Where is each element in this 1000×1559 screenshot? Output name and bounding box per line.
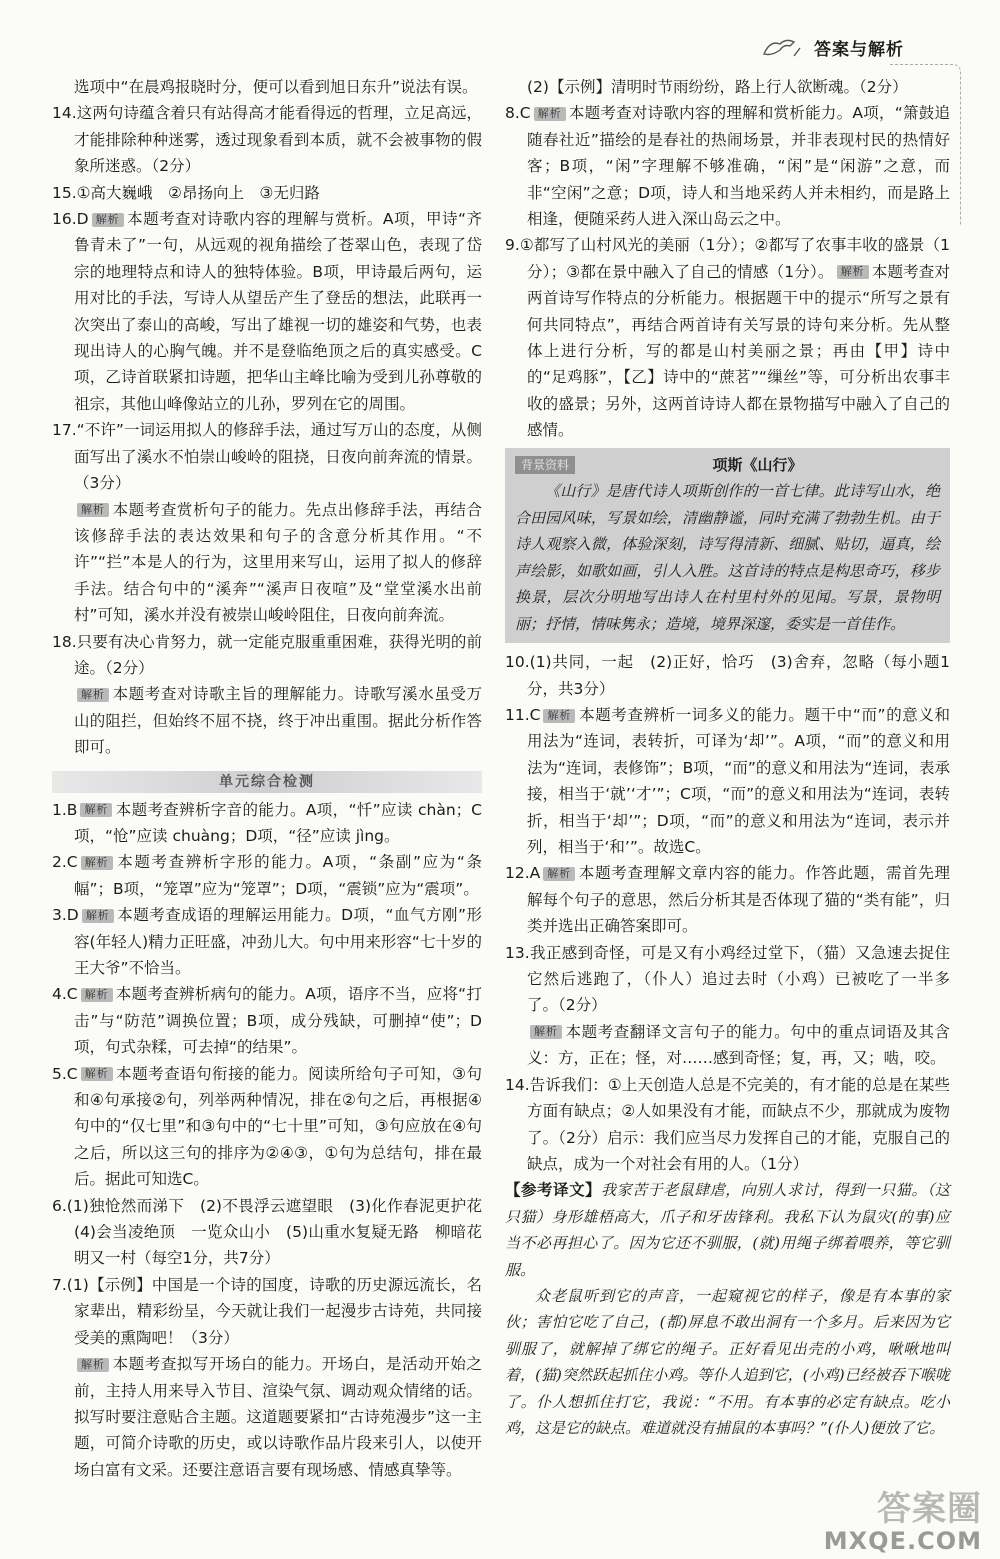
- right-column: [505, 74, 950, 1441]
- bird-ornament-icon: [760, 34, 804, 60]
- answer-11: [505, 702, 950, 860]
- answer-8: [505, 100, 950, 232]
- answer-16: [52, 206, 482, 417]
- answer-17: 17.“不许”一词运用拟人的修辞手法，通过写万山的态度，从侧面写出了溪水不怕崇山峻岭的阻挠，日夜向前奔流的情景。（3分）: [52, 421, 482, 493]
- analysis-text: 本题考查理解文章内容的能力。作答此题，需首先理解每个句子的意思，然后分析其是否体现了猫的“类有能”，归类并选出正确答案即可。: [527, 864, 950, 936]
- analysis-text: 本题考查对诗歌主旨的理解能力。诗歌写溪水虽受万山的阻拦，但始终不屈不挠，终于冲出重围。据此分析作答即可。: [74, 685, 482, 757]
- analysis-text: 本题考查语句衔接的能力。阅读所给句子可知，③句和④句承接②句，列举两种情况，排在②句之后，再根据④句中的“仅七里”和③句中的“七十里”可知，③句应放在④句之后，所以这三句的排序为②④③，①句为总结句，排在最后。据此可知选C。: [74, 1064, 482, 1189]
- unit-answer-5: [52, 1061, 482, 1193]
- analysis-tag: 解析: [543, 709, 575, 723]
- analysis-text: 本题考查翻译文言句子的能力。句中的重点词语及其含义：方，正在；怪，对……感到奇怪；复，再，又；啮，咬。: [527, 1022, 950, 1068]
- analysis-text: 本题考查对诗歌内容的理解与赏析。A项，甲诗“齐鲁青未了”一句，从远观的视角描绘了苍翠山色，表现了岱宗的地理特点和诗人的独特体验。B项，甲诗最后两句，运用对比的手法，写诗人从望岳产生了登岳的想法，此联再一次突出了泰山的高峻，写出了雄视一切的雄姿和气势，也表现出诗人的心胸气魄。并不是登临绝顶之后的真实感受。C项，乙诗首联紧扣诗题，把华山主峰比喻为受到儿孙尊敬的祖宗，其他山峰像站立的儿孙，罗列在它的周围。: [74, 210, 482, 413]
- page-header: [760, 30, 975, 64]
- analysis-tag: 解析: [92, 213, 124, 227]
- answer-18-analysis: [52, 681, 482, 760]
- unit-answer-7-analysis: [52, 1351, 482, 1483]
- unit-answer-4: [52, 981, 482, 1060]
- analysis-tag: 解析: [530, 1025, 562, 1039]
- answer-key: 4.C: [52, 985, 78, 1004]
- unit-answer-1: [52, 797, 482, 850]
- answer-12: [505, 860, 950, 939]
- analysis-tag: 解析: [837, 265, 869, 279]
- text-line: 选项中“在晨鸡报晓时分，便可以看到旭日东升”说法有误。: [74, 78, 478, 96]
- answer-10: 10.(1)共同，一起 (2)正好，恰巧 (3)舍弃，忽略（每小题1分，共3分）: [505, 653, 950, 698]
- analysis-text: 本题考查辨析一词多义的能力。题干中“而”的意义和用法为“连词，表转折，可译为‘却’”。A项，“而”的意义和用法为“连词，表修饰”；B项，“而”的意义和用法为“连词，表承接，相当于‘就’‘才’”；C项，“而”的意义和用法为“连词，表转折，相当于‘却’”；D项，“而”的意义和用法为“连词，表示并列，相当于‘和’”。故选C。: [527, 706, 950, 857]
- answer-key: 8.C: [505, 104, 531, 123]
- header-title: 答案与解析: [814, 39, 904, 60]
- page-footer: [0, 1489, 1000, 1559]
- analysis-tag: 解析: [81, 1067, 113, 1081]
- analysis-tag: 解析: [77, 688, 109, 702]
- answer-key: 11.C: [505, 706, 541, 724]
- analysis-tag: 解析: [534, 107, 566, 121]
- answer-key: 16.D: [52, 210, 89, 229]
- analysis-text: 本题考查辨析字形的能力。A项，“条副”应为“条幅”；B项，“笼罩”应为“笼罩”；D项，“震锁”应为“震项”。: [74, 853, 482, 898]
- analysis-text: 本题考查拟写开场白的能力。开场白，是活动开始之前，主持人用来导入节目、渲染气氛、调动观众情绪的话。拟写时要注意贴合主题。这道题要紧扣“古诗苑漫步”这一主题，可简介诗歌的历史，或以诗歌作品片段来引人，以使开场白富有文采。还要注意语言要有现场感、情感真挚等。: [74, 1355, 482, 1479]
- analysis-text: 本题考查辨析病句的能力。A项，语序不当，应将“打击”与“防范”调换位置；B项，成分残缺，可删掉“使”；D项，句式杂糅，可去掉“的结果”。: [74, 985, 482, 1057]
- analysis-text: 本题考查成语的理解运用能力。D项，“血气方刚”形容(年轻人)精力正旺盛，冲劲儿大。句中用来形容“七十岁的王大爷”不恰当。: [74, 906, 482, 977]
- analysis-tag: 解析: [81, 856, 113, 870]
- analysis-text: 本题考查对诗歌内容的理解和赏析能力。A项，“箫鼓追随春社近”描绘的是春社的热闹场景，并非表现村民的热情好客；B项，“闲”字理解不够准确，“闲”是“闲游”之意，而非“空闲”之意；D项，诗人和当地采药人并未相约，而是路上相逢，便随采药人进入深山岛云之中。: [527, 104, 950, 229]
- unit-answer-7: 7.(1)【示例】中国是一个诗的国度，诗歌的历史源远流长，名家辈出，精彩纷呈，今天就让我们一起漫步古诗苑，共同接受美的熏陶吧！（3分）: [52, 1275, 482, 1347]
- reference-text-2: 众老鼠听到它的声音，一起窥视它的样子，像是有本事的家伙；害怕它吃了自己，(都)屏息不敢出洞有一个多月。后来因为它驯服了，就解掉了绑它的绳子。正好看见出壳的小鸡，啾啾地叫着，(猫)突然跃起抓住小鸡。等仆人追到它，(小鸡)已经被吞下喉咙了。仆人想抓住打它，我说：“不用。有本事的必定有缺点。吃小鸡，这是它的缺点。难道就没有捕鼠的本事吗？”(仆人)便放了它。: [505, 1286, 950, 1437]
- watermark-url: MXQE.COM: [823, 1527, 982, 1555]
- analysis-tag: 解析: [82, 909, 114, 923]
- analysis-tag: 解析: [80, 803, 112, 817]
- reference-translation: [505, 1177, 950, 1283]
- answer-key: 12.A: [505, 864, 541, 883]
- section-header: 单元综合检测: [52, 771, 482, 793]
- answer-9: [505, 232, 950, 443]
- answer-key: 2.C: [52, 853, 78, 872]
- analysis-text: 本题考查辨析字音的能力。A项，“忏”应读 chàn；C项，“怆”应读 chuàng；D项，“径”应读 jìng。: [74, 800, 482, 845]
- analysis-text: 本题考查赏析句子的能力。先点出修辞手法，再结合该修辞手法的表达效果和句子的含意分析其作用。“不许”“拦”本是人的行为，这里用来写山，运用了拟人的修辞手法。结合句中的“溪奔”“溪声日夜喧”及“堂堂溪水出前村”可知，溪水并没有被崇山峻岭阻住，日夜向前奔流。: [74, 500, 482, 625]
- unit-answer-6: 6.(1)独怆然而涕下 (2)不畏浮云遮望眼 (3)化作春泥更护花 (4)会当凌绝顶 一览众山小 (5)山重水复疑无路 柳暗花明又一村（每空1分，共7分）: [52, 1196, 498, 1268]
- answer-key: 1.B: [52, 800, 78, 819]
- analysis-text: 本题考查对两首诗写作特点的分析能力。根据题干中的提示“所写之景有何共同特点”，再结合两首诗有关写景的诗句来分析。先从整体上进行分析，写的都是山村美丽之景；再由【甲】诗中的“足鸡豚”，【乙】诗中的“蔗茗”“缫丝”等，可分析出农事丰收的盛景；另外，这两首诗诗人都在景物描写中融入了自己的感情。: [527, 262, 950, 440]
- reference-title: 【参考译文】: [505, 1181, 602, 1200]
- answer-13: 13.我正感到奇怪，可是又有小鸡经过堂下，（猫）又急速去捉住它然后逃跑了，（仆人）追过去时（小鸡）已被吃了一半多了。（2分）: [505, 943, 950, 1015]
- reference-text-1: 我家苦于老鼠肆虐，向别人求讨，得到一只猫。（这只猫）身形雄梧高大，爪子和牙齿锋利。我私下认为鼠灾(的事)应当不必再担心了。因为它还不驯服，(就)用绳子绑着喂养，等它驯服。: [505, 1181, 950, 1279]
- answer-18: 18.只要有决心肯努力，就一定能克服重重困难，获得光明的前途。（2分）: [52, 632, 482, 677]
- unit-answer-2: [52, 849, 482, 902]
- unit-answer-3: [52, 902, 482, 981]
- answer-key: 3.D: [52, 906, 79, 925]
- analysis-tag: 解析: [81, 988, 113, 1002]
- answer-text: 9.①都写了山村风光的美丽（1分）；②都写了农事丰收的盛景（1分）；③都在景中融入了自己的情感（1分）。: [505, 236, 950, 281]
- note-title: 项斯《山行》: [712, 455, 803, 474]
- answer-14-right: 14.告诉我们：①上天创造人总是不完美的，有才能的总是在某些方面有缺点；②人如果没有才能，而缺点不少，那就成为废物了。（2分）启示：我们应当尽力发挥自己的才能，克服自己的缺点，成为一个对社会有用的人。（1分）: [505, 1075, 950, 1173]
- answer-key: 5.C: [52, 1064, 78, 1083]
- analysis-tag: 解析: [77, 1358, 109, 1372]
- answer-15: 15.①高大巍峨 ②昂扬向上 ③无归路: [52, 183, 320, 202]
- watermark-cn: 答案圈: [877, 1489, 982, 1529]
- answer-17-analysis: [52, 497, 482, 629]
- left-column: [52, 74, 498, 1483]
- background-note: [505, 448, 950, 644]
- text-line: (2)【示例】清明时节雨纷纷，路上行人欲断魂。（2分）: [527, 78, 908, 96]
- answer-13-analysis: [505, 1019, 950, 1072]
- answer-14: 14.这两句诗蕴含着只有站得高才能看得远的哲理，立足高远，才能排除种种迷雾，透过现象看到本质，就不会被事物的假象所迷惑。（2分）: [52, 104, 482, 176]
- note-tag: 背景资料: [515, 456, 575, 474]
- analysis-tag: 解析: [77, 503, 109, 517]
- note-body: 《山行》是唐代诗人项斯创作的一首七律。此诗写山水，绝合田园风味，写景如绘，清幽静谧，同时充满了勃勃生机。由于诗人观察入微，体验深刻，诗写得清新、细腻、贴切，逼真，绘声绘影，如歌如画，引人入胜。这首诗的特点是构思奇巧，移步换景，层次分明地写出诗人在村里村外的见闻。写景，景物明丽；抒情，情味隽永；造境，境界深邃，委实是一首佳作。: [515, 482, 940, 633]
- note-header: [515, 452, 940, 479]
- watermark-logo: [824, 1491, 982, 1555]
- analysis-tag: 解析: [543, 867, 575, 881]
